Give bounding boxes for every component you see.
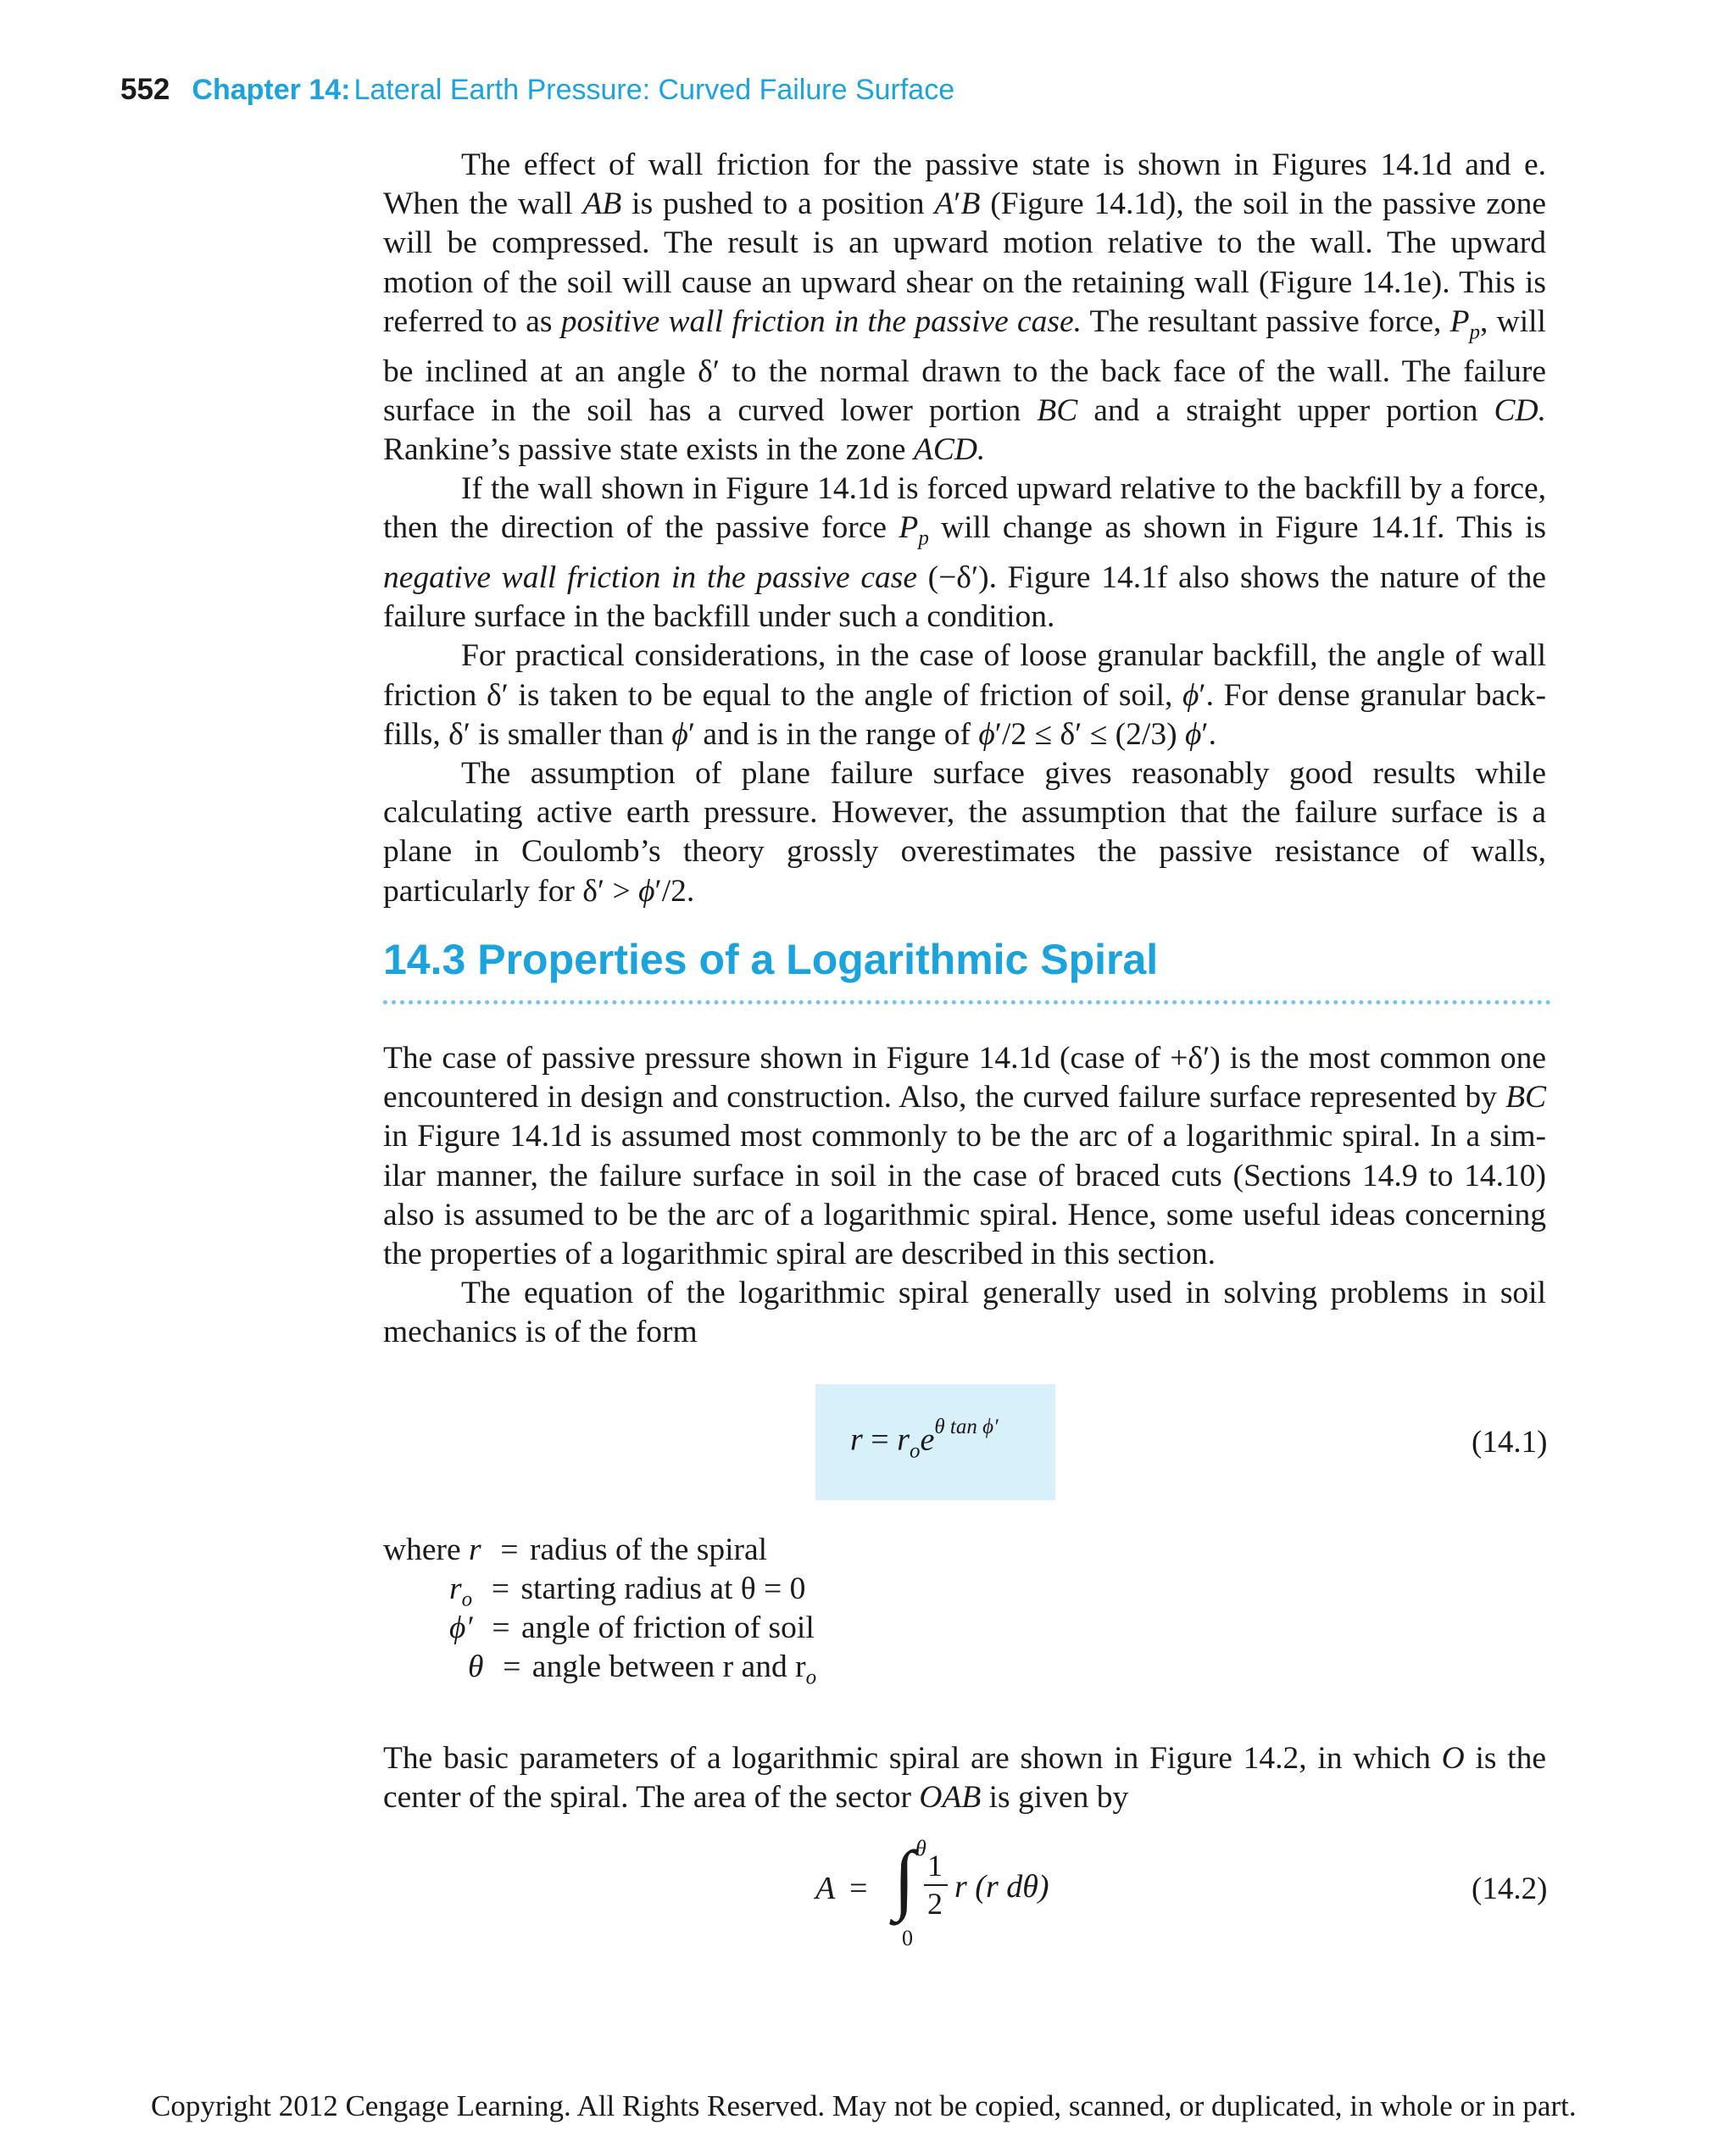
integral-sign: ∫: [893, 1835, 915, 1922]
equation-14-2: A = ∫ θ 0 1 2 r (r dθ): [815, 1835, 1049, 1950]
paragraph-wall-friction-passive: The effect of wall friction for the passive state is shown in Figures 14.1d and e. When the wall AB is pushed to a position A′B (Figure 14.1d), the soil in the passive zone will be compressed. The result is an upward motion relative to the wall. The upward motion of the soil will cause an upward shear on the retaining wall (Figure 14.1e). This is referred to as positive wall friction in the passive case. The resultant passive force, $P_p$, will be inclined at an angle δ′ to the normal drawn to the back face of the wall. The failure surface in the soil has a curved lower portion BC and a straight upper portion CD. Rankine’s passive state exists in the zone ACD.: [383, 147, 1547, 467]
body-text-block-2: [383, 1039, 1546, 1353]
running-header: [120, 73, 954, 115]
paragraph-basic-parameters: The basic parameters of a logarithmic spiral are shown in Figure 14.2, in which O is the center of the spiral. The area of the sector OAB is given by: [383, 1741, 1546, 1816]
equation-number-14-2: (14.2): [1472, 1872, 1548, 1906]
body-text-block-1: [383, 146, 1546, 911]
where-item-theta: θ = angle between r and $r_o$: [468, 1649, 817, 1689]
paragraph-practical-considerations: For practical considerations, in the case of loose granular backfill, the angle of wall friction δ′ is taken to be equal to the angle of friction of soil, ϕ′. For dense granular back-fills, δ′ is smaller than ϕ′ and is in the range of ϕ′/2 ≤ δ′ ≤ (2/3) ϕ′.: [383, 638, 1546, 752]
section-number: 14.3: [383, 936, 466, 983]
paragraph-negative-friction: If the wall shown in Figure 14.1d is forced upward relative to the backfill by a force, then the direction of the passive force $P_p$ will change as shown in Figure 14.1f. This is negative wall friction in the passive case (−δ′). Figure 14.1f also shows the nature of the failure surface in the backfill under such a condition.: [383, 471, 1547, 635]
paragraph-log-spiral-intro: The case of passive pressure shown in Figure 14.1d (case of +δ′) is the most common one encountered in design and construction. Also, the curved failure surface represented by BC in Figure 14.1d is assumed most commonly to be the arc of a logarithmic spiral. In a sim-ilar manner, the failure surface in soil in the case of braced cuts (Sections 14.9 to 14.10) also is assumed to be the arc of a logarithmic spiral. Hence, some useful ideas concerning the properties of a logarithmic spiral are described in this section.: [383, 1041, 1546, 1272]
equation-number-14-1: (14.1): [1472, 1425, 1548, 1460]
copyright-footer: Copyright 2012 Cengage Learning. All Rights Reserved. May not be copied, scanned, or duplicated, in whole or in part.: [151, 2089, 1577, 2122]
chapter-title: Lateral Earth Pressure: Curved Failure Surface: [353, 74, 955, 106]
chapter-label: Chapter 14:: [192, 74, 351, 106]
section-heading: [383, 935, 1546, 984]
where-item-phi: ϕ′ = angle of friction of soil: [449, 1610, 815, 1645]
section-title: Properties of a Logarithmic Spiral: [477, 936, 1159, 983]
paragraph-equation-intro: The equation of the logarithmic spiral generally used in solving problems in soil mechanics is of the form: [383, 1276, 1546, 1350]
paragraph-plane-failure: The assumption of plane failure surface gives reasonably good results while calculating active earth pressure. However, the assumption that the failure surface is a plane in Coulomb’s theory grossly overestimates the passive resistance of walls, particularly for δ′ > ϕ′/2.: [383, 756, 1546, 909]
section-divider: [383, 1000, 1551, 1004]
page-number: 552: [120, 73, 170, 106]
where-item-r0: $r_o$ = starting radius at θ = 0: [449, 1571, 806, 1611]
equation-14-1: $r = r_oe^{\theta tan \phi'}$: [850, 1416, 999, 1463]
where-item-r: where r = radius of the spiral: [383, 1532, 768, 1567]
body-text-block-3: [383, 1739, 1546, 1817]
